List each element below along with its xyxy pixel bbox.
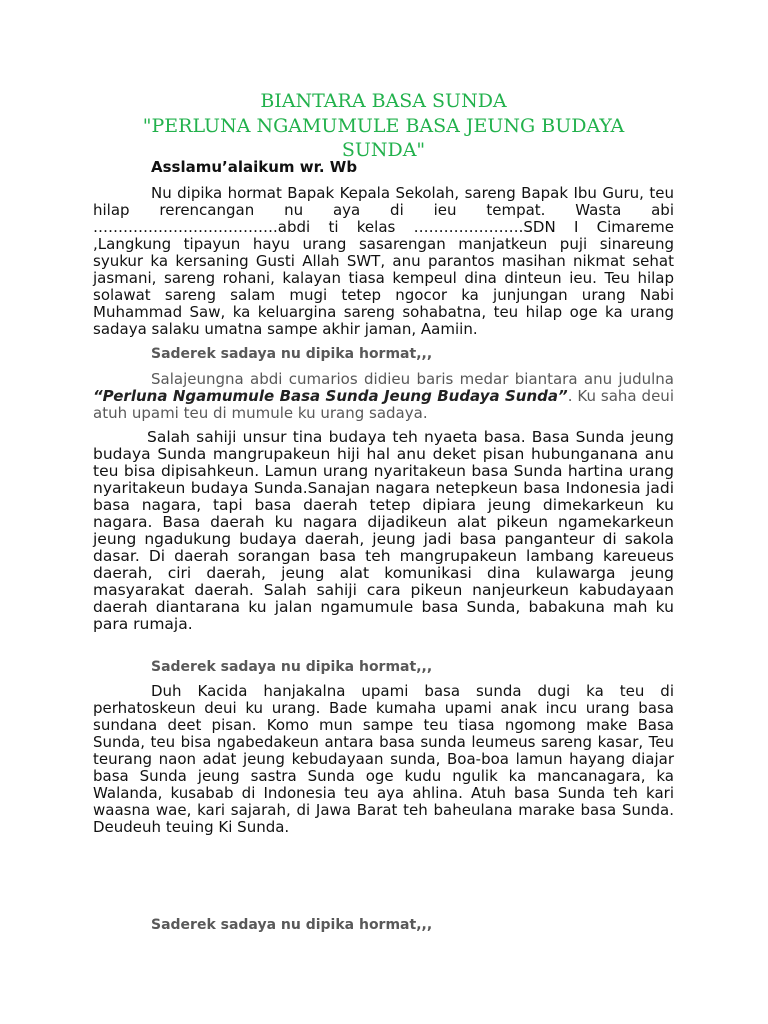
paragraph-opening-text: Nu dipika hormat Bapak Kepala Sekolah, sareng Bapak Ibu Guru, teu hilap rerencangan nu aya di ieu tempat. Wasta abi ……………………………….abdi ti kelas ………………….SDN I Cimareme ,Langkung tipayun hayu urang sasarengan manjatkeun puji sinareung syukur ka kersaning Gusti Allah SWT, anu parantos masihan nikmat sehat jasmani, sareng rohani, kalayan tiasa kempeul dina dinteun ieu. Teu hilap solawat sareng salam mugi tetep ngocor ka junjungan urang Nabi Muhammad Saw, ka keluargina sareng sohabatna, teu hilap oge ka urang sadaya salaku umatna sampe akhir jaman, Aamiin. [93,184,674,338]
topic-title-emphasis: “Perluna Ngamumule Basa Sunda Jeung Budaya Sunda” [93,387,568,405]
paragraph-culture-text: Salah sahiji unsur tina budaya teh nyaeta basa. Basa Sunda jeung budaya Sunda mangrupakeun hiji hal anu deket pisan hubunganana anu teu bisa dipisahkeun. Lamun urang nyaritakeun basa Sunda hartina urang nyaritakeun budaya Sunda.Sanajan nagara netepkeun basa Indonesia jadi basa nagara, tapi basa daerah tetep dipiara jeung dimekarkeun ku nagara. Basa daerah ku nagara dijadikeun alat pikeun ngamekarkeun jeung ngadukung budaya daerah, jeung jadi basa panganteur di sakola dasar. Di daerah sorangan basa teh mangrupakeun lambang kareueus daerah, ciri daerah, jeung alat komunikasi dina kulawarga jeung masyarakat daerah. Salah sahiji cara pikeun nanjeurkeun kabudayaan daerah diantarana ku jalan ngamumule basa Sunda, babakuna mah ku para rumaja. [93,428,674,633]
paragraph-culture [93,429,674,633]
greeting: Asslamu’alaikum wr. Wb [151,158,358,176]
paragraph-regret-text: Duh Kacida hanjakalna upami basa sunda dugi ka teu di perhatoskeun deui ku urang. Bade kumaha upami anak incu urang basa sundana deet pisan. Komo mun sampe teu tiasa ngomong make Basa Sunda, teu bisa ngabedakeun antara basa sunda leumeus sareng kasar, Teu teurang naon adat jeung kebudayaan sunda, Boa-boa lamun hayang diajar basa Sunda jeung sastra Sunda oge kudu ngulik ka mancanagara, ka Walanda, kusabab di Indonesia teu aya ahlina. Atuh basa Sunda teh kari waasna wae, kari sajarah, di Jawa Barat teh baheulana marake basa Sunda. Deudeuh teuing Ki Sunda. [93,682,674,836]
title-line-2: "PERLUNA NGAMUMULE BASA JEUNG BUDAYA [142,115,625,137]
title-line-1: BIANTARA BASA SUNDA [260,90,507,112]
subheading-1: Saderek sadaya nu dipika hormat,,, [151,346,433,362]
title-line-3: SUNDA" [341,139,426,161]
paragraph-opening [93,185,674,338]
subheading-3: Saderek sadaya nu dipika hormat,,, [151,917,433,933]
topic-after: . Ku saha deui atuh upami teu di mumule ku urang sadaya. [93,387,674,422]
paragraph-regret [93,683,674,836]
subheading-2: Saderek sadaya nu dipika hormat,,, [151,659,433,675]
paragraph-topic [93,371,674,422]
topic-before: Salajeungna abdi cumarios didieu baris medar biantara anu judulna [151,370,674,388]
